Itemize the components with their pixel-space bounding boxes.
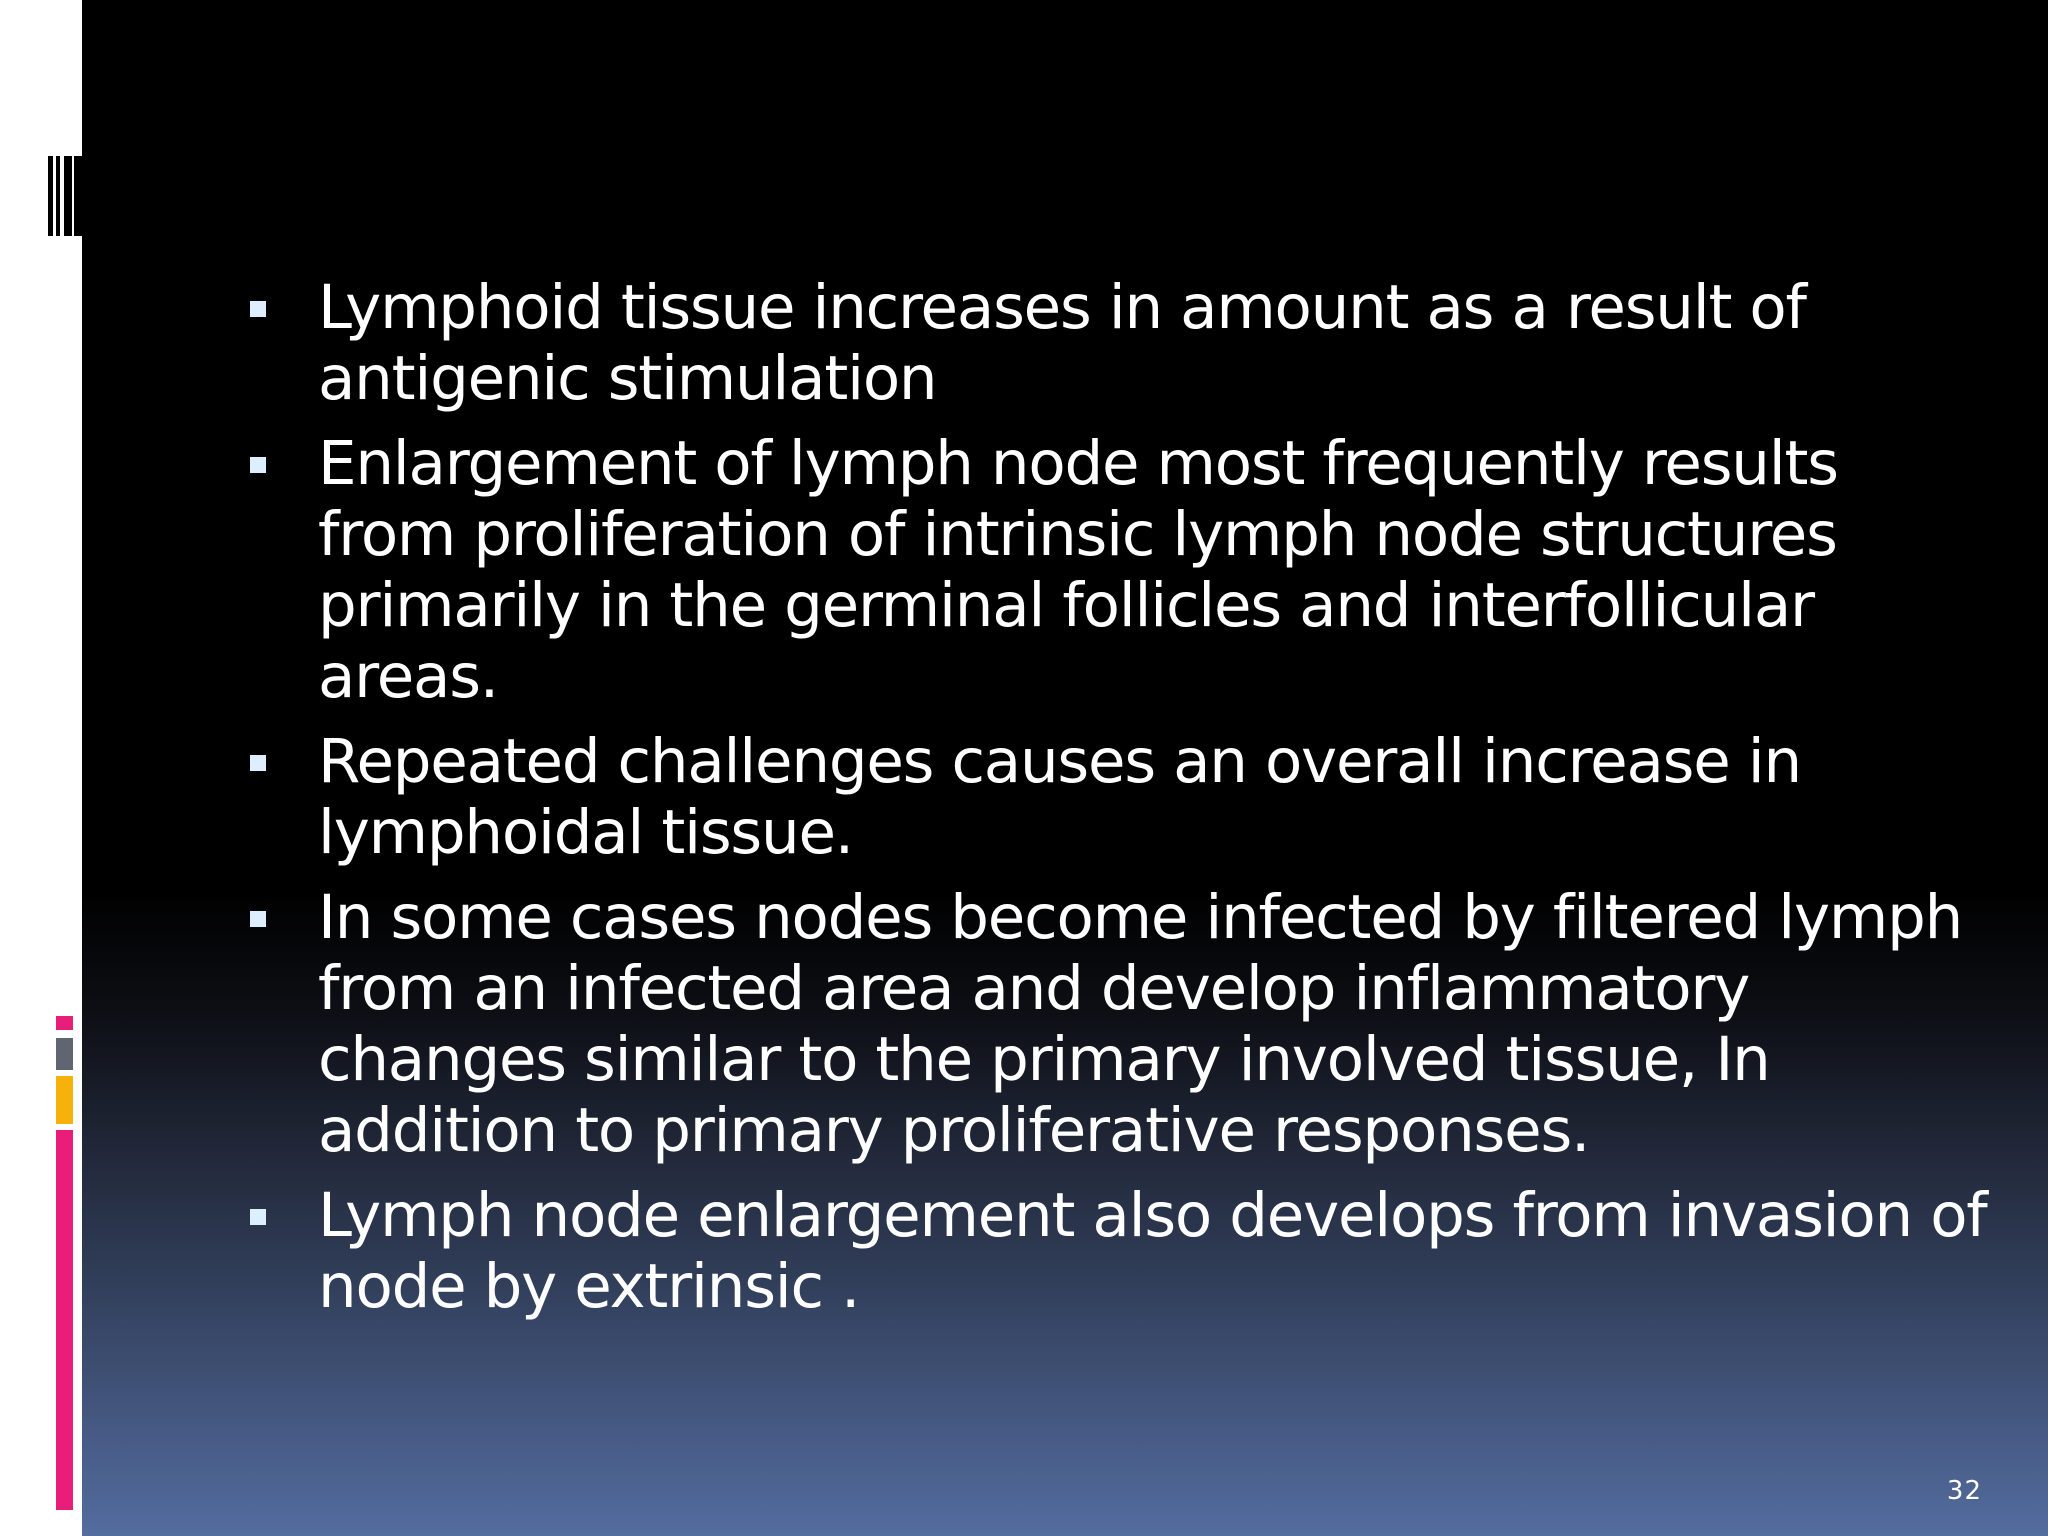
bullet-item <box>248 726 1988 868</box>
bullet-item <box>248 882 1988 1166</box>
decorative-line-cluster <box>48 156 82 236</box>
square-bullet-icon <box>250 911 266 927</box>
accent-bar-yellow <box>56 1076 73 1124</box>
bullet-text: Repeated challenges causes an overall increase in lymphoidal tissue. <box>318 726 1801 868</box>
decorative-line <box>48 156 53 236</box>
bullet-list <box>248 272 1988 1336</box>
bullet-text: Lymph node enlargement also develops from invasion of node by extrinsic . <box>318 1180 1987 1322</box>
bullet-item <box>248 1180 1988 1322</box>
bullet-text: Enlargement of lymph node most frequently results from proliferation of intrinsic lymph node structures primarily in the germinal follicles and interfollicular areas. <box>318 428 1838 712</box>
accent-bar-pink <box>56 1130 73 1510</box>
bullet-text: In some cases nodes become infected by filtered lymph from an infected area and develop inflammatory changes similar to the primary involved tissue, In addition to primary proliferative responses. <box>318 882 1963 1166</box>
bullet-item <box>248 272 1988 414</box>
decorative-line <box>56 156 60 236</box>
bullet-text: Lymphoid tissue increases in amount as a result of antigenic stimulation <box>318 272 1806 414</box>
square-bullet-icon <box>250 755 266 771</box>
square-bullet-icon <box>250 457 266 473</box>
page-number: 32 <box>1946 1476 1982 1506</box>
square-bullet-icon <box>250 301 266 317</box>
decorative-line <box>64 156 72 236</box>
decorative-line <box>74 156 82 236</box>
square-bullet-icon <box>250 1209 266 1225</box>
accent-bar-pink-small <box>56 1016 73 1030</box>
bullet-item <box>248 428 1988 712</box>
accent-bar-grey <box>56 1038 73 1070</box>
